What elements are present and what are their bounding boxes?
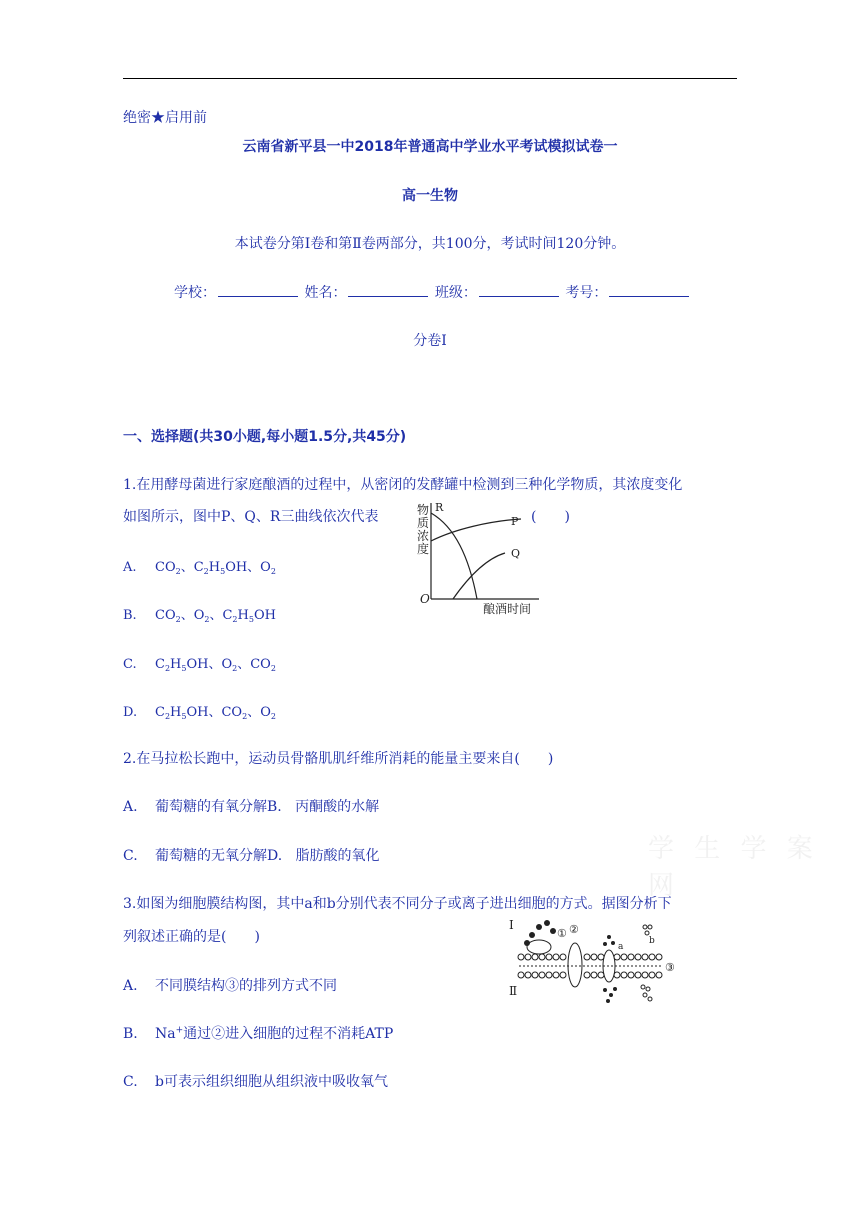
q3-option-a[interactable]: A. 不同膜结构③的排列方式不同 — [123, 978, 337, 994]
q1-option-c[interactable]: C. $C_2H_5OH$、$O_2$、$CO_2$ — [123, 657, 276, 673]
subject-title: 高一生物 — [402, 188, 458, 204]
q3-particle — [611, 941, 615, 945]
class-label: 班级： — [434, 285, 477, 301]
q1-label-r: R — [435, 501, 444, 514]
q1-xlabel: 酿酒时间 — [483, 602, 532, 616]
section-title: 一、选择题(共30小题,每小题1.5分,共45分) — [123, 429, 407, 445]
q3-stem-line1: 3.如图为细胞膜结构图，其中a和b分别代表不同分子或离子进出细胞的方式。据图分析下 — [123, 896, 672, 912]
q1-label-q: Q — [511, 547, 521, 560]
q1-option-b[interactable]: B. $CO_2$、$O_2$、$C_2H_5OH$ — [123, 608, 276, 624]
q1-ylabel-char-2: 质 — [417, 516, 430, 530]
header-rule — [123, 78, 737, 79]
q3-marker-a: a — [618, 942, 624, 952]
q3-membrane-figure — [505, 913, 685, 1005]
exam-title: 云南省新平县一中2018年普通高中学业水平考试模拟试卷一 — [242, 139, 618, 155]
part-label: 分卷I — [413, 333, 447, 349]
q3-channel-protein — [568, 943, 582, 987]
q3-open-particle — [645, 931, 649, 935]
q3-glycoprotein — [527, 940, 551, 954]
q1-stem-line2: 如图所示，图中P、Q、R三曲线依次代表 — [123, 509, 379, 525]
q3-open-particle — [641, 985, 645, 989]
secret-label: 绝密★启用前 — [123, 110, 207, 126]
q3-particle — [606, 999, 610, 1003]
q3-particle — [603, 988, 607, 992]
q3-marker-2: ② — [569, 923, 579, 936]
q3-sugar-dot — [550, 928, 556, 934]
q1-concentration-figure — [395, 497, 545, 617]
school-blank[interactable] — [218, 284, 298, 297]
school-label: 学校： — [174, 285, 216, 301]
q1-ylabel-char-4: 度 — [417, 542, 430, 556]
watermark: 学 生 学 案 网 — [648, 834, 819, 901]
q3-stem-line2: 列叙述正确的是( ) — [123, 929, 260, 945]
q3-sugar-dot — [536, 924, 542, 930]
q3-open-particle — [643, 993, 647, 997]
q1-curve-p — [431, 519, 521, 541]
q1-curve-q — [453, 553, 505, 599]
q3-open-particle — [643, 925, 647, 929]
q2-option-c[interactable]: C. 葡萄糖的无氧分解 — [123, 848, 267, 864]
q2-options-row2 — [123, 845, 380, 865]
q2-option-d[interactable]: D. 脂肪酸的氧化 — [267, 848, 380, 864]
name-blank[interactable] — [348, 284, 428, 297]
q1-label-p: P — [511, 515, 519, 528]
q2-option-b[interactable]: B. 丙酮酸的水解 — [267, 799, 380, 815]
q2-stem: 2.在马拉松长跑中，运动员骨骼肌肌纤维所消耗的能量主要来自( ) — [123, 751, 554, 767]
q1-stem-line1: 1.在用酵母菌进行家庭酿酒的过程中，从密闭的发酵罐中检测到三种化学物质，其浓度变化 — [123, 477, 683, 493]
q1-ylabel-char-3: 浓 — [417, 529, 430, 543]
info-fields-row — [174, 282, 691, 302]
q1-origin-label: O — [420, 592, 430, 606]
q3-sugar-dot — [529, 932, 535, 938]
class-blank[interactable] — [479, 284, 559, 297]
q3-particle — [603, 942, 607, 946]
q1-answer-blank: ( ) — [531, 509, 570, 525]
exam-intro: 本试卷分第Ⅰ卷和第Ⅱ卷两部分，共100分，考试时间120分钟。 — [234, 236, 626, 252]
q3-option-b[interactable]: B. Na+通过②进入细胞的过程不消耗ATP — [123, 1025, 394, 1042]
q1-curve-r — [431, 513, 477, 599]
exam-number-label: 考号： — [565, 285, 608, 301]
q3-open-particle — [648, 997, 652, 1001]
q3-sugar-dot — [544, 920, 550, 926]
exam-number-blank[interactable] — [609, 284, 689, 297]
q3-marker-3: ③ — [665, 961, 675, 974]
q2-options-row1 — [123, 796, 379, 816]
q3-particle — [607, 935, 611, 939]
q1-option-a[interactable]: A. $CO_2$、$C_2H_5OH$、$O_2$ — [123, 560, 276, 576]
q3-marker-b: b — [649, 936, 655, 946]
q3-particle — [613, 987, 617, 991]
q3-side-label-2: Ⅱ — [509, 984, 518, 998]
q3-open-particle — [646, 987, 650, 991]
q3-marker-1: ① — [557, 927, 567, 940]
q3-particle — [609, 993, 613, 997]
q2-option-a[interactable]: A. 葡萄糖的有氧分解 — [123, 799, 267, 815]
q3-side-label-1: Ⅰ — [509, 918, 514, 932]
name-label: 姓名： — [304, 285, 347, 301]
q3-option-c[interactable]: C. b可表示组织细胞从组织液中吸收氧气 — [123, 1074, 388, 1090]
q1-option-d[interactable]: D. $C_2H_5OH$、$CO_2$、$O_2$ — [123, 705, 276, 721]
q1-ylabel-char-1: 物 — [417, 503, 430, 517]
q3-open-particle — [648, 925, 652, 929]
